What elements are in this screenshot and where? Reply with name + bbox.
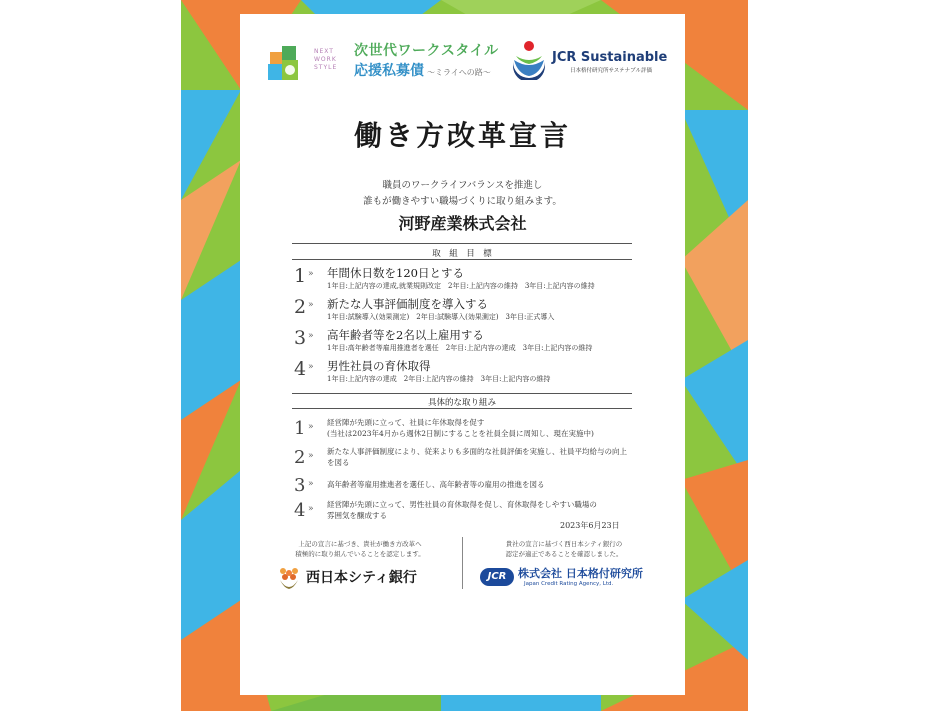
certification-line-2: 積極的に取り組んでいることを認定します。	[295, 550, 425, 558]
goal-arrow-icon: »	[308, 362, 314, 372]
action-1-line-2: (当社は2023年4月から週休2日制にすることを社員全員に周知し、現在実施中)	[327, 429, 594, 438]
intro-line-1: 職員のワークライフバランスを推進し	[382, 180, 543, 191]
action-number-1: 1	[294, 418, 306, 439]
goal-title-1: 年間休日数を120日とする	[327, 266, 464, 280]
jcr-logo-icon: JCR	[480, 568, 514, 586]
concrete-top-divider	[292, 393, 632, 394]
program-title-line-2: 応援私募債	[354, 63, 424, 79]
goals-top-divider	[292, 243, 632, 244]
action-text-4	[327, 499, 647, 521]
program-title-subtitle: 〜ミライへの路〜	[427, 68, 491, 77]
action-text-2	[327, 446, 647, 468]
action-arrow-icon: »	[308, 504, 314, 514]
confirmation-text	[474, 539, 654, 559]
nws-line-2: WORK	[314, 56, 337, 63]
company-name: 河野産業株式会社	[398, 214, 527, 233]
nws-line-3: STYLE	[314, 64, 338, 71]
goal-title-4: 男性社員の育休取得	[327, 359, 431, 373]
action-3-line-1: 高年齢者等雇用推進者を選任し、高年齢者等の雇用の推進を図る	[327, 480, 545, 489]
action-arrow-icon: »	[308, 422, 314, 432]
jcr-english-name: Japan Credit Rating Agency, Ltd.	[524, 581, 614, 587]
action-text-3	[327, 479, 647, 490]
concrete-bottom-divider	[292, 408, 632, 409]
action-number-3: 3	[294, 475, 306, 496]
nishi-nippon-city-bank-logo-icon	[276, 564, 302, 592]
footer-divider	[462, 537, 463, 589]
action-text-1	[327, 417, 647, 439]
goal-arrow-icon: »	[308, 269, 314, 279]
goal-number-2: 2	[294, 296, 307, 318]
nws-line-1: NEXT	[314, 48, 334, 55]
certification-text	[270, 539, 450, 559]
confirmation-line-2: 認定が適正であることを確認しました。	[505, 550, 623, 558]
action-arrow-icon: »	[308, 479, 314, 489]
page-title: 働き方改革宣言	[353, 119, 571, 152]
goal-number-3: 3	[294, 327, 307, 349]
jcr-company-name: 株式会社 日本格付研究所	[518, 567, 643, 580]
next-work-style-logo-icon	[264, 42, 306, 86]
goal-detail-1: 1年目:上記内容の達成,就業規則改定 2年目:上記内容の維持 3年目:上記内容の維持	[327, 282, 595, 290]
confirmation-line-1: 貴社の宣言に基づく西日本シティ銀行の	[505, 540, 623, 548]
declaration-date: 2023年6月23日	[560, 521, 620, 530]
action-2-line-2: を図る	[327, 458, 350, 467]
goals-heading: 取 組 目 標	[432, 249, 492, 259]
intro-line-2: 誰もが働きやすい職場づくりに取り組みます。	[363, 196, 562, 207]
action-number-2: 2	[294, 447, 306, 468]
jcr-sustainable-title: JCR Sustainable	[552, 50, 668, 65]
goal-number-4: 4	[294, 358, 307, 380]
concrete-heading: 具体的な取り組み	[427, 398, 496, 408]
declaration-certificate	[240, 14, 685, 695]
goal-detail-2: 1年目:試験導入(効果測定) 2年目:試験導入(効果測定) 3年目:正式導入	[327, 313, 555, 321]
action-4-line-1: 経営陣が先頭に立って、男性社員の育休取得を促し、育休取得をしやすい職場の	[327, 500, 597, 509]
goal-title-2: 新たな人事評価制度を導入する	[327, 297, 488, 311]
jcr-sustainable-globe-icon	[510, 40, 548, 80]
goal-number-1: 1	[294, 265, 307, 287]
goal-detail-4: 1年目:上記内容の達成 2年目:上記内容の維持 3年目:上記内容の維持	[327, 375, 551, 383]
bank-name: 西日本シティ銀行	[306, 570, 417, 586]
goal-detail-3: 1年目:高年齢者等雇用推進者を選任 2年目:上記内容の達成 3年目:上記内容の維持	[327, 344, 593, 352]
action-4-line-2: 雰囲気を醸成する	[327, 511, 387, 520]
header-logos	[240, 40, 685, 100]
action-1-line-1: 経営陣が先頭に立って、社員に年休取得を促す	[327, 418, 485, 427]
goal-arrow-icon: »	[308, 300, 314, 310]
goal-title-3: 高年齢者等を2名以上雇用する	[327, 328, 484, 342]
certification-line-1: 上記の宣言に基づき、貴社が働き方改革へ	[298, 540, 422, 548]
action-arrow-icon: »	[308, 451, 314, 461]
jcr-sustainable-subtitle: 日本格付研究所サステナブル評価	[570, 68, 652, 74]
goals-bottom-divider	[292, 259, 632, 260]
goal-arrow-icon: »	[308, 331, 314, 341]
action-2-line-1: 新たな人事評価制度により、従来よりも多面的な社員評価を実施し、社員平均給与の向上	[327, 447, 627, 456]
program-title-line-1: 次世代ワークスタイル	[354, 43, 499, 59]
next-work-style-text	[314, 48, 337, 72]
program-title	[354, 40, 499, 80]
action-number-4: 4	[294, 500, 306, 521]
